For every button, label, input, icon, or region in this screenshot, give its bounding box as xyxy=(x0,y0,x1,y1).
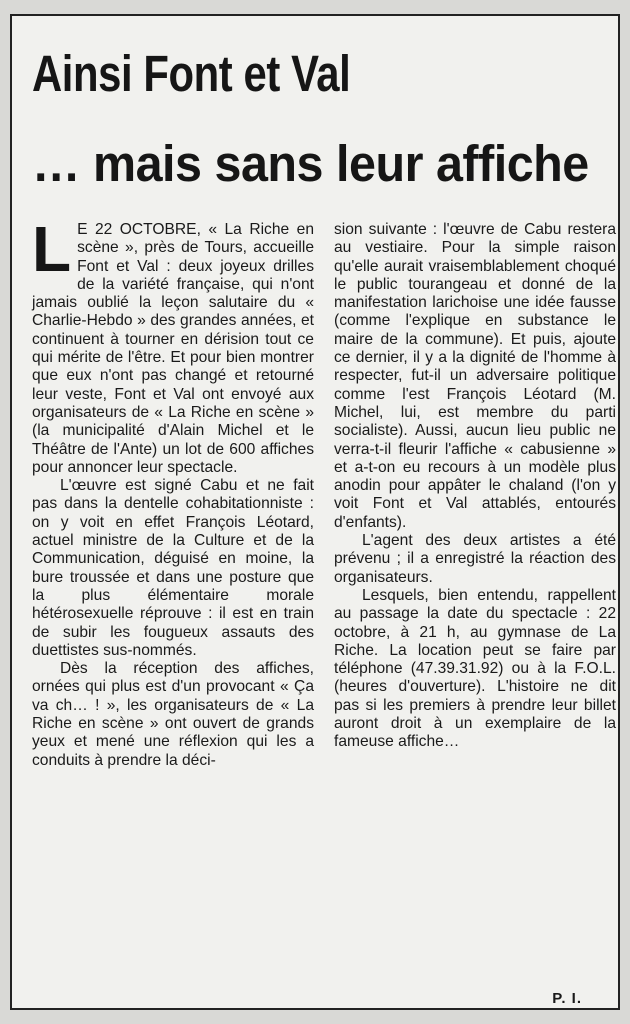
article-paragraph: sion suivante : l'œuvre de Cabu restera au vestiaire. Pour la simple raison qu'elle aurait vraisemblablement choqué le public tourangeau et donné de la manifestation larichoise une idée fausse (comme l'explique en substance le maire de la commune). Et puis, ajoute ce dernier, il y a la dignité de l'homme à respecter, fut-il un adversaire politique comme l'est François Léotard (M. Michel, lui, est membre du parti socialiste). Aussi, aucun lieu public ne verra-t-il fleurir l'affiche « cabusienne » et a-t-on eu recours à un modèle plus anodin pour appâter le chaland (l'on y voit Font et Val attablés, entourés d'enfants). xyxy=(334,221,616,531)
headline-line-1: Ainsi Font et Val xyxy=(32,45,351,102)
newspaper-clipping xyxy=(10,14,620,1010)
article-column-left xyxy=(32,213,314,770)
article-paragraph: L'agent des deux artistes a été prévenu ; il a enregistré la réaction des organisateurs. xyxy=(334,532,616,586)
article-paragraph: L'œuvre est signé Cabu et ne fait pas dans la dentelle cohabitationniste : on y voit en effet François Léotard, actuel ministre de la Culture et de la Communication, déguisé en moine, la bure troussée et dans une posture que la plus élémentaire morale hétérosexuelle réprouve : il est en train de subir les fougueux assauts des duettistes sus-nommés. xyxy=(32,477,314,659)
author-signature: P. I. xyxy=(552,990,582,1007)
article-paragraph: Lesquels, bien entendu, rappellent au passage la date du spectacle : 22 octobre, à 21 h, au gymnase de La Riche. La location peut se faire par téléphone (47.39.31.92) ou à la F.O.L. (heures d'ouverture). L'histoire ne dit pas si les premiers à prendre leur billet auront droit à un exemplaire de la fameuse affiche… xyxy=(334,586,616,751)
article-column-right xyxy=(334,221,616,752)
article-paragraph xyxy=(32,213,314,477)
article-paragraph: Dès la réception des affiches, ornées qui plus est d'un provocant « Ça va ch… ! », les organisateurs de « La Riche en scène » ont ouvert de grands yeux et mené une réflexion qui les a conduits à prendre la déci- xyxy=(32,660,314,769)
drop-cap: L xyxy=(32,213,72,285)
paragraph-text: E 22 OCTOBRE, « La Riche en scène », près de Tours, accueille Font et Val : deux joyeux drilles de la variété française, qui n'ont jamais oublié la leçon salutaire du « Charlie-Hebdo » des grandes années, et continuent à tourner en dérision tout ce qui mérite de l'être. Et pour bien montrer que eux n'ont pas changé et retourné leur veste, Font et Val ont envoyé aux organisateurs de « La Riche en scène » (la municipalité d'Alain Michel et le Théâtre de l'Ante) un lot de 600 affiches pour annoncer leur spectacle. xyxy=(32,221,314,476)
headline-line-2: … mais sans leur affiche xyxy=(32,135,589,192)
